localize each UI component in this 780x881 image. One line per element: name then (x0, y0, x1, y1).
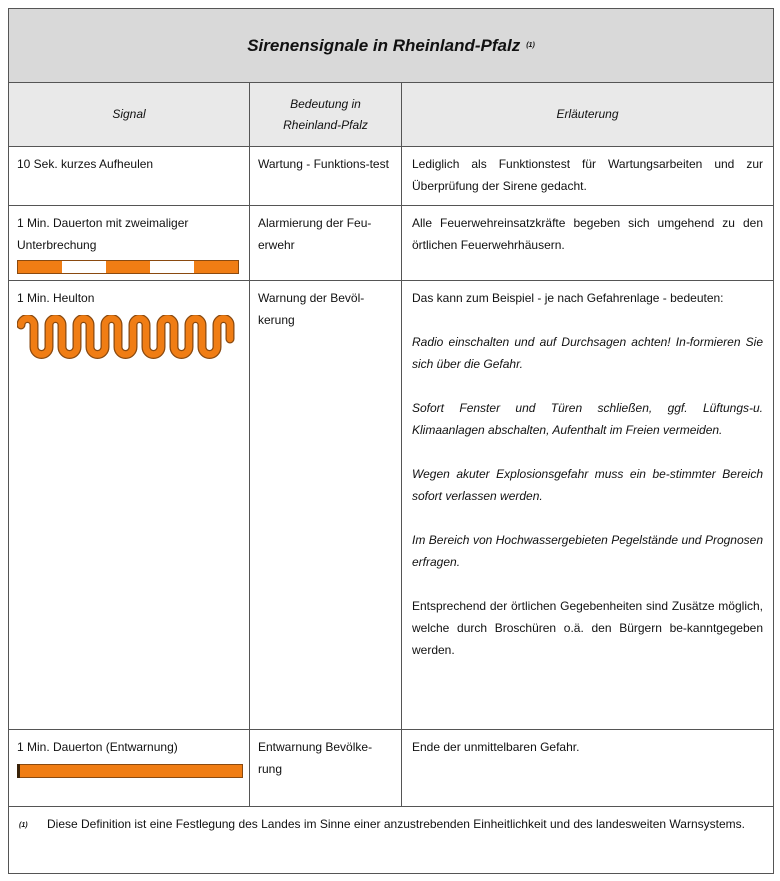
row2-signal-cell (9, 206, 249, 280)
row4-signal: 1 Min. Dauerton (Entwarnung) (17, 740, 178, 754)
header-meaning (249, 83, 401, 146)
siren-signal-table (8, 8, 774, 874)
row3-signal: 1 Min. Heulton (17, 291, 95, 305)
header-row (9, 83, 773, 147)
table-title-bar (9, 9, 773, 83)
continuous-tone-bar-icon (17, 764, 243, 778)
row3-example: Radio einschalten und auf Durchsagen achten! In-formieren Sie sich über die Gefahr. (412, 335, 763, 371)
footnote (9, 807, 773, 873)
header-signal: Signal (112, 107, 146, 121)
row4-explanation: Ende der unmittelbaren Gefahr. (401, 730, 773, 806)
table-title: Sirenensignale in Rheinland-Pfalz (247, 35, 521, 55)
row3-meaning: Warnung der Bevöl-kerung (249, 281, 401, 729)
table-row (9, 147, 773, 206)
header-meaning-line1: Bedeutung in (290, 96, 361, 111)
table-row (9, 281, 773, 730)
row1-explanation: Lediglich als Funktionstest für Wartungsarbeiten und zur Überprüfung der Sirene gedacht. (401, 147, 773, 205)
interrupted-tone-bar-icon (17, 260, 239, 274)
table-row (9, 206, 773, 281)
table-row (9, 730, 773, 807)
row1-meaning: Wartung - Funktions-test (249, 147, 401, 205)
footnote-mark: (1) (19, 822, 28, 829)
row3-explanation-outro: Entsprechend der örtlichen Gegebenheiten sind Zusätze möglich, welche durch Broschüren o.ä. den Bürgern be-kanntgegeben werden. (412, 599, 763, 657)
row2-signal: 1 Min. Dauerton mit zweimaliger Unterbrechung (17, 216, 189, 252)
row3-explanation-cell (401, 281, 773, 729)
row1-signal: 10 Sek. kurzes Aufheulen (17, 157, 154, 171)
wave-tone-icon (17, 315, 243, 365)
header-meaning-line2: Rheinland-Pfalz (283, 117, 368, 132)
row4-meaning: Entwarnung Bevölke-rung (249, 730, 401, 806)
row3-example: Im Bereich von Hochwassergebieten Pegelstände und Prognosen erfragen. (412, 533, 763, 569)
row3-example: Sofort Fenster und Türen schließen, ggf. Lüftungs-u. Klimaanlagen abschalten, Aufenthalt im Freien vermeiden. (412, 401, 763, 437)
row2-meaning: Alarmierung der Feu-erwehr (249, 206, 401, 280)
row3-explanation-intro: Das kann zum Beispiel - je nach Gefahrenlage - bedeuten: (412, 291, 724, 305)
row3-example: Wegen akuter Explosionsgefahr muss ein be-stimmter Bereich sofort verlassen werden. (412, 467, 763, 503)
header-explanation: Erläuterung (401, 83, 773, 146)
title-footnote-mark: (1) (526, 42, 535, 49)
footnote-text: Diese Definition ist eine Festlegung des Landes im Sinne einer anzustrebenden Einheitlichkeit und des landesweiten Warnsystems. (47, 817, 745, 831)
row4-signal-cell (9, 730, 249, 806)
row3-signal-cell (9, 281, 249, 729)
row2-explanation: Alle Feuerwehreinsatzkräfte begeben sich umgehend zu den örtlichen Feuerwehrhäusern. (401, 206, 773, 280)
